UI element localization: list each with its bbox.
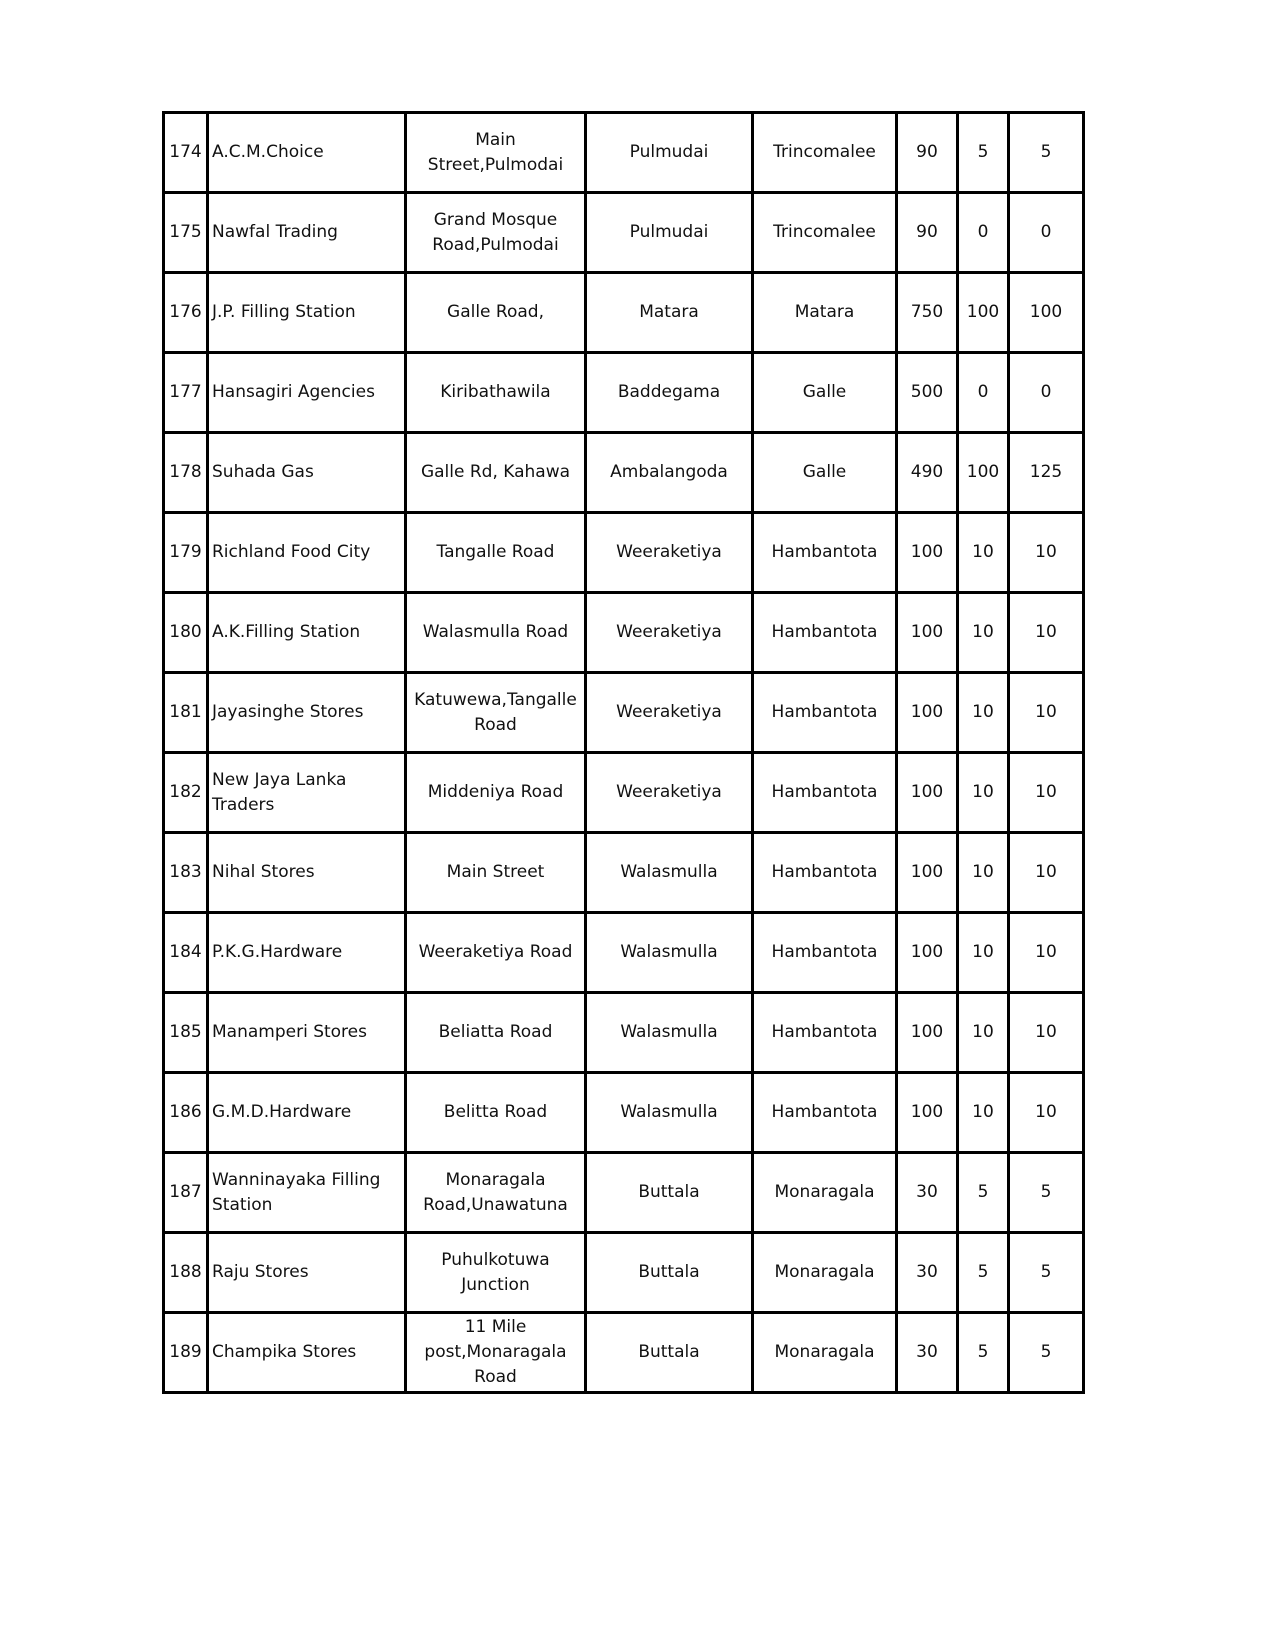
quantity-1-cell: 30 (897, 1153, 958, 1233)
address-cell: Belitta Road (406, 1073, 586, 1153)
address-cell: 11 Mile post,Monaragala Road (406, 1313, 586, 1393)
quantity-3-cell: 0 (1009, 353, 1084, 433)
dealer-name-cell: P.K.G.Hardware (208, 913, 406, 993)
town-cell: Pulmudai (586, 193, 753, 273)
district-cell: Hambantota (753, 833, 897, 913)
quantity-3-cell: 10 (1009, 993, 1084, 1073)
row-number-cell: 183 (164, 833, 208, 913)
row-number-cell: 186 (164, 1073, 208, 1153)
town-cell: Matara (586, 273, 753, 353)
quantity-3-cell: 5 (1009, 1233, 1084, 1313)
table-row (164, 913, 1084, 993)
row-number-cell: 187 (164, 1153, 208, 1233)
address-cell: Galle Road, (406, 273, 586, 353)
dealer-table-sheet (162, 111, 1085, 1394)
district-cell: Hambantota (753, 753, 897, 833)
address-cell: Beliatta Road (406, 993, 586, 1073)
address-cell: Monaragala Road,Unawatuna (406, 1153, 586, 1233)
quantity-2-cell: 10 (958, 913, 1009, 993)
row-number-cell: 188 (164, 1233, 208, 1313)
district-cell: Trincomalee (753, 193, 897, 273)
quantity-3-cell: 0 (1009, 193, 1084, 273)
dealer-name-cell: A.K.Filling Station (208, 593, 406, 673)
quantity-3-cell: 100 (1009, 273, 1084, 353)
table-row (164, 593, 1084, 673)
quantity-2-cell: 5 (958, 1313, 1009, 1393)
row-number-cell: 184 (164, 913, 208, 993)
dealer-name-cell: J.P. Filling Station (208, 273, 406, 353)
dealer-table (162, 111, 1085, 1394)
dealer-name-cell: Suhada Gas (208, 433, 406, 513)
district-cell: Galle (753, 433, 897, 513)
quantity-1-cell: 100 (897, 833, 958, 913)
dealer-name-cell: Jayasinghe Stores (208, 673, 406, 753)
quantity-3-cell: 10 (1009, 593, 1084, 673)
dealer-table-body (164, 113, 1084, 1393)
address-cell: Galle Rd, Kahawa (406, 433, 586, 513)
dealer-name-cell: New Jaya Lanka Traders (208, 753, 406, 833)
quantity-1-cell: 90 (897, 113, 958, 193)
town-cell: Walasmulla (586, 913, 753, 993)
row-number-cell: 175 (164, 193, 208, 273)
district-cell: Monaragala (753, 1153, 897, 1233)
table-row (164, 353, 1084, 433)
quantity-1-cell: 490 (897, 433, 958, 513)
district-cell: Hambantota (753, 513, 897, 593)
table-row (164, 433, 1084, 513)
town-cell: Baddegama (586, 353, 753, 433)
address-cell: Katuwewa,Tangalle Road (406, 673, 586, 753)
town-cell: Buttala (586, 1313, 753, 1393)
table-row (164, 833, 1084, 913)
quantity-2-cell: 10 (958, 993, 1009, 1073)
row-number-cell: 178 (164, 433, 208, 513)
address-cell: Walasmulla Road (406, 593, 586, 673)
district-cell: Monaragala (753, 1313, 897, 1393)
row-number-cell: 182 (164, 753, 208, 833)
address-cell: Weeraketiya Road (406, 913, 586, 993)
quantity-3-cell: 10 (1009, 1073, 1084, 1153)
row-number-cell: 185 (164, 993, 208, 1073)
quantity-2-cell: 5 (958, 113, 1009, 193)
dealer-name-cell: Raju Stores (208, 1233, 406, 1313)
quantity-3-cell: 5 (1009, 113, 1084, 193)
quantity-2-cell: 0 (958, 353, 1009, 433)
town-cell: Buttala (586, 1153, 753, 1233)
town-cell: Weeraketiya (586, 513, 753, 593)
quantity-3-cell: 10 (1009, 833, 1084, 913)
dealer-name-cell: Nawfal Trading (208, 193, 406, 273)
town-cell: Ambalangoda (586, 433, 753, 513)
table-row (164, 1073, 1084, 1153)
quantity-3-cell: 10 (1009, 673, 1084, 753)
row-number-cell: 174 (164, 113, 208, 193)
quantity-3-cell: 5 (1009, 1313, 1084, 1393)
table-row (164, 1313, 1084, 1393)
quantity-2-cell: 100 (958, 433, 1009, 513)
table-row (164, 753, 1084, 833)
town-cell: Walasmulla (586, 1073, 753, 1153)
town-cell: Weeraketiya (586, 593, 753, 673)
quantity-2-cell: 100 (958, 273, 1009, 353)
quantity-2-cell: 10 (958, 1073, 1009, 1153)
quantity-2-cell: 10 (958, 593, 1009, 673)
row-number-cell: 176 (164, 273, 208, 353)
quantity-3-cell: 10 (1009, 913, 1084, 993)
address-cell: Puhulkotuwa Junction (406, 1233, 586, 1313)
dealer-name-cell: G.M.D.Hardware (208, 1073, 406, 1153)
quantity-2-cell: 0 (958, 193, 1009, 273)
dealer-name-cell: A.C.M.Choice (208, 113, 406, 193)
quantity-2-cell: 10 (958, 513, 1009, 593)
district-cell: Hambantota (753, 593, 897, 673)
address-cell: Middeniya Road (406, 753, 586, 833)
quantity-1-cell: 30 (897, 1233, 958, 1313)
quantity-2-cell: 5 (958, 1153, 1009, 1233)
table-row (164, 1233, 1084, 1313)
quantity-1-cell: 100 (897, 993, 958, 1073)
town-cell: Buttala (586, 1233, 753, 1313)
row-number-cell: 177 (164, 353, 208, 433)
town-cell: Walasmulla (586, 993, 753, 1073)
address-cell: Tangalle Road (406, 513, 586, 593)
town-cell: Walasmulla (586, 833, 753, 913)
dealer-name-cell: Hansagiri Agencies (208, 353, 406, 433)
district-cell: Hambantota (753, 1073, 897, 1153)
table-row (164, 1153, 1084, 1233)
address-cell: Grand Mosque Road,Pulmodai (406, 193, 586, 273)
district-cell: Hambantota (753, 673, 897, 753)
town-cell: Weeraketiya (586, 673, 753, 753)
quantity-1-cell: 500 (897, 353, 958, 433)
district-cell: Trincomalee (753, 113, 897, 193)
table-row (164, 673, 1084, 753)
quantity-1-cell: 750 (897, 273, 958, 353)
table-row (164, 513, 1084, 593)
address-cell: Main Street,Pulmodai (406, 113, 586, 193)
row-number-cell: 179 (164, 513, 208, 593)
district-cell: Monaragala (753, 1233, 897, 1313)
district-cell: Hambantota (753, 913, 897, 993)
row-number-cell: 189 (164, 1313, 208, 1393)
quantity-3-cell: 125 (1009, 433, 1084, 513)
quantity-1-cell: 100 (897, 593, 958, 673)
quantity-1-cell: 100 (897, 513, 958, 593)
table-row (164, 993, 1084, 1073)
quantity-2-cell: 5 (958, 1233, 1009, 1313)
table-row (164, 273, 1084, 353)
table-row (164, 193, 1084, 273)
quantity-3-cell: 10 (1009, 753, 1084, 833)
quantity-1-cell: 100 (897, 673, 958, 753)
quantity-1-cell: 100 (897, 1073, 958, 1153)
dealer-name-cell: Wanninayaka Filling Station (208, 1153, 406, 1233)
town-cell: Weeraketiya (586, 753, 753, 833)
row-number-cell: 180 (164, 593, 208, 673)
district-cell: Matara (753, 273, 897, 353)
quantity-1-cell: 90 (897, 193, 958, 273)
dealer-name-cell: Champika Stores (208, 1313, 406, 1393)
dealer-name-cell: Richland Food City (208, 513, 406, 593)
quantity-1-cell: 100 (897, 753, 958, 833)
quantity-1-cell: 100 (897, 913, 958, 993)
dealer-name-cell: Nihal Stores (208, 833, 406, 913)
quantity-2-cell: 10 (958, 673, 1009, 753)
town-cell: Pulmudai (586, 113, 753, 193)
address-cell: Kiribathawila (406, 353, 586, 433)
table-row (164, 113, 1084, 193)
quantity-3-cell: 5 (1009, 1153, 1084, 1233)
district-cell: Galle (753, 353, 897, 433)
quantity-2-cell: 10 (958, 833, 1009, 913)
quantity-3-cell: 10 (1009, 513, 1084, 593)
quantity-1-cell: 30 (897, 1313, 958, 1393)
row-number-cell: 181 (164, 673, 208, 753)
dealer-name-cell: Manamperi Stores (208, 993, 406, 1073)
quantity-2-cell: 10 (958, 753, 1009, 833)
address-cell: Main Street (406, 833, 586, 913)
district-cell: Hambantota (753, 993, 897, 1073)
